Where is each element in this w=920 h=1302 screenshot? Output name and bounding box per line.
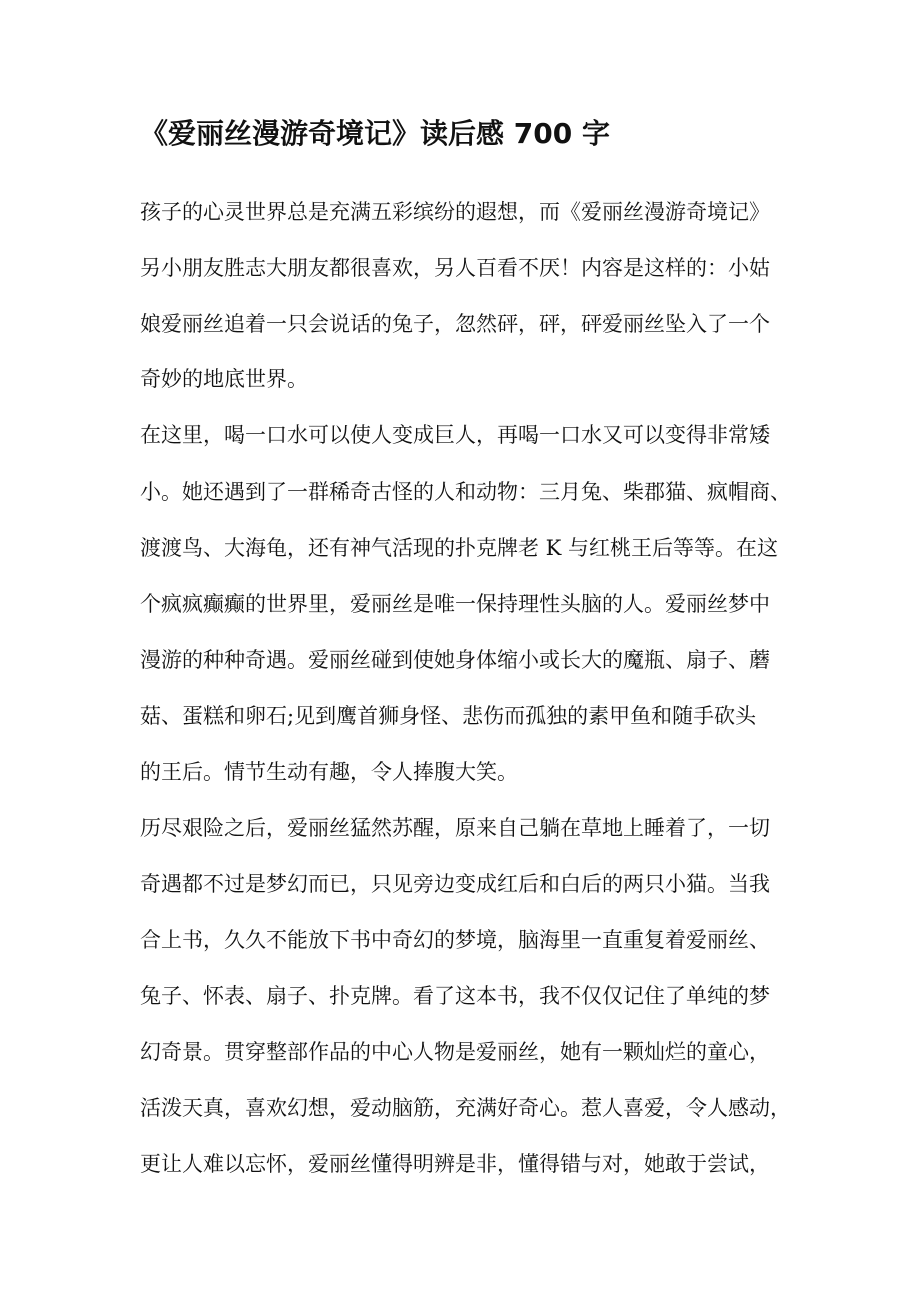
text-line: 漫游的种种奇遇。爱丽丝碰到使她身体缩小或长大的魔瓶、扇子、蘑 xyxy=(140,648,770,672)
document-title: 《爱丽丝漫游奇境记》读后感 700 字 xyxy=(140,117,610,150)
text-line: 孩子的心灵世界总是充满五彩缤纷的遐想，而《爱丽丝漫游奇境记》 xyxy=(140,200,770,224)
text-line: 渡渡鸟、大海龟，还有神气活现的扑克牌老 K 与红桃王后等等。在这 xyxy=(140,536,779,560)
text-line: 奇遇都不过是梦幻而已，只见旁边变成红后和白后的两只小猫。当我 xyxy=(140,872,770,896)
text-line: 奇妙的地底世界。 xyxy=(140,367,308,391)
text-line: 娘爱丽丝追着一只会说话的兔子，忽然砰，砰，砰爱丽丝坠入了一个 xyxy=(140,312,770,336)
text-line: 另小朋友胜志大朋友都很喜欢，另人百看不厌！内容是这样的：小姑 xyxy=(140,256,770,280)
text-line: 的王后。情节生动有趣，令人捧腹大笑。 xyxy=(140,760,518,784)
text-line: 个疯疯癫癫的世界里，爱丽丝是唯一保持理性头脑的人。爱丽丝梦中 xyxy=(140,592,770,616)
text-line: 幻奇景。贯穿整部作品的中心人物是爱丽丝，她有一颗灿烂的童心， xyxy=(140,1040,770,1064)
text-line: 小。她还遇到了一群稀奇古怪的人和动物：三月兔、柴郡猫、疯帽商、 xyxy=(140,480,791,504)
text-line: 活泼天真，喜欢幻想，爱动脑筋，充满好奇心。惹人喜爱，令人感动， xyxy=(140,1096,791,1120)
text-line: 在这里，喝一口水可以使人变成巨人，再喝一口水又可以变得非常矮 xyxy=(140,423,770,447)
text-line: 合上书，久久不能放下书中奇幻的梦境，脑海里一直重复着爱丽丝、 xyxy=(140,928,770,952)
text-line: 菇、蛋糕和卵石;见到鹰首狮身怪、悲伤而孤独的素甲鱼和随手砍头 xyxy=(140,704,757,728)
text-line: 兔子、怀表、扇子、扑克牌。看了这本书，我不仅仅记住了单纯的梦 xyxy=(140,984,770,1008)
text-line: 历尽艰险之后，爱丽丝猛然苏醒，原来自己躺在草地上睡着了，一切 xyxy=(140,816,770,840)
text-line: 更让人难以忘怀，爱丽丝懂得明辨是非，懂得错与对，她敢于尝试， xyxy=(140,1152,770,1176)
